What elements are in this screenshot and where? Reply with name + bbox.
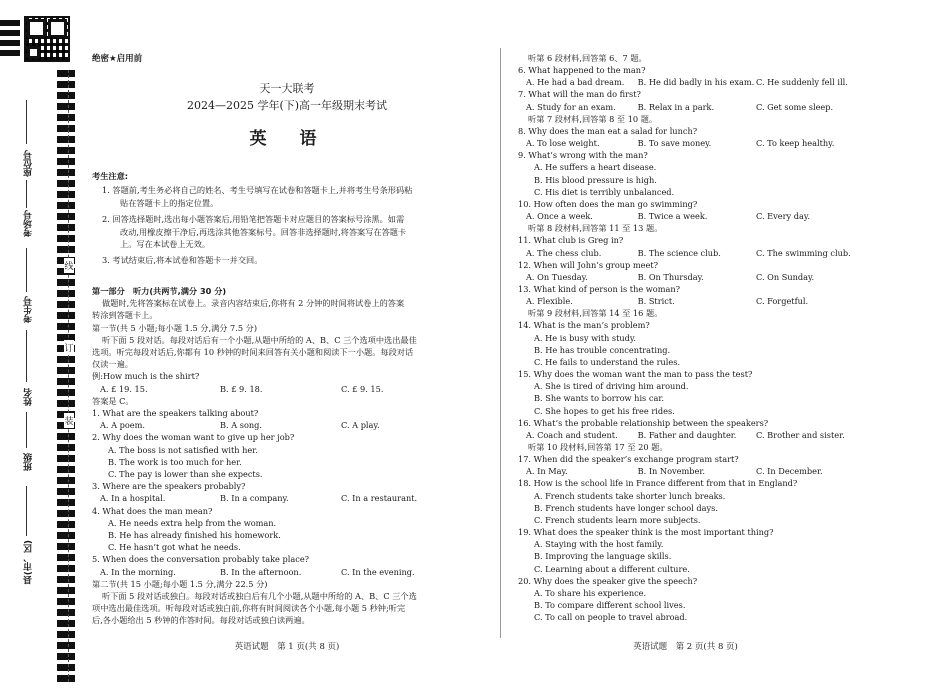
option: B. A song. bbox=[220, 420, 262, 431]
option: A. In the morning. bbox=[100, 566, 176, 577]
question-stem: 8. Why does the man eat a salad for lunch? bbox=[518, 125, 698, 136]
material-heading: 听第 7 段材料,回答第 8 至 10 题。 bbox=[528, 113, 658, 124]
example-answer: 答案是 C。 bbox=[92, 395, 134, 406]
part1-section bbox=[92, 285, 482, 627]
question-options bbox=[518, 271, 853, 283]
field-room-number: 考场号 bbox=[24, 210, 34, 237]
page-separator bbox=[500, 48, 501, 638]
option: A. £ 19. 15. bbox=[100, 383, 148, 394]
section1-desc: 仅读一遍。 bbox=[92, 359, 133, 370]
option: C. Brother and sister. bbox=[755, 429, 845, 440]
option: B. The work is too much for her. bbox=[108, 456, 242, 467]
question-options bbox=[92, 566, 482, 578]
secret-label: 绝密★启用前 bbox=[92, 54, 143, 64]
option: C. She hopes to get his free rides. bbox=[534, 405, 675, 416]
notice-heading: 考生注意: bbox=[92, 171, 129, 181]
question-stem: 12. When will John’s group meet? bbox=[518, 259, 658, 270]
option: A. The chess club. bbox=[526, 247, 602, 258]
question-options bbox=[518, 247, 853, 259]
question-stem: 3. Where are the speakers probably? bbox=[92, 481, 246, 492]
question-options bbox=[518, 101, 853, 113]
qr-code-icon bbox=[24, 16, 70, 62]
question-options bbox=[518, 137, 853, 149]
field-student-number: 考生号 bbox=[24, 296, 34, 323]
option: B. Strict. bbox=[637, 296, 675, 307]
option: B. To compare different school lives. bbox=[534, 600, 686, 611]
part1-intro: 做题时,先将答案标在试卷上。录音内容结束后,你将有 2 分钟的时间将试卷上的答案 bbox=[102, 298, 405, 309]
option: C. He suddenly fell ill. bbox=[755, 77, 848, 88]
question-stem: 20. Why does the speaker give the speech? bbox=[518, 575, 698, 586]
question-options bbox=[518, 465, 853, 477]
subject-title: 英 语 bbox=[249, 129, 325, 149]
question-options bbox=[92, 419, 482, 431]
option: A. Coach and student. bbox=[526, 429, 618, 440]
bind-char-line: 线 bbox=[64, 258, 74, 273]
question-stem: 11. What club is Greg in? bbox=[518, 235, 624, 246]
section1-desc: 选项。听完每段对话后,你都有 10 秒钟的时间来回答有关小题和阅读下一小题。每段对话 bbox=[92, 347, 414, 358]
right-page-questions bbox=[518, 52, 853, 623]
question-stem: 7. What will the man do first? bbox=[518, 89, 641, 100]
notice-item: 改动,用橡皮擦干净后,再选涂其他答案标号。回答非选择题时,将答案写在答题卡 bbox=[120, 226, 407, 237]
cut-line bbox=[68, 70, 69, 682]
option: A. He suffers a heart disease. bbox=[534, 162, 657, 173]
question-stem: 5. When does the conversation probably take place? bbox=[92, 554, 310, 565]
option: C. To keep healthy. bbox=[755, 138, 835, 149]
field-line-seat bbox=[26, 100, 27, 144]
option: B. Twice a week. bbox=[637, 211, 708, 222]
material-heading: 听第 8 段材料,回答第 11 至 13 题。 bbox=[528, 223, 663, 234]
section2-desc: 后,各小题给出 5 秒钟的作答时间。每段对话或独白读两遍。 bbox=[92, 615, 310, 626]
option: A. To share his experience. bbox=[534, 587, 647, 598]
option: B. In November. bbox=[637, 466, 705, 477]
question-list-left bbox=[92, 407, 482, 578]
option: B. He has already finished his homework. bbox=[108, 530, 281, 541]
option: A. On Tuesday. bbox=[526, 271, 588, 282]
option: A. He had a bad dream. bbox=[526, 77, 625, 88]
field-county: 县(市、区) bbox=[24, 540, 34, 585]
option: C. French students learn more subjects. bbox=[534, 514, 701, 525]
option: A. To lose weight. bbox=[526, 138, 600, 149]
section2-desc: 听下面 5 段对话或独白。每段对话或独白后有几个小题,从题中所给的 A、B、C 三个选 bbox=[102, 591, 417, 602]
option: A. Flexible. bbox=[526, 296, 573, 307]
question-options bbox=[518, 295, 853, 307]
option: A. He is busy with study. bbox=[534, 332, 637, 343]
example-question: 例:How much is the shirt? bbox=[92, 371, 200, 382]
question-options bbox=[518, 76, 853, 88]
option: B. In the afternoon. bbox=[220, 566, 302, 577]
example-options bbox=[92, 383, 482, 395]
option: C. The pay is lower than she expects. bbox=[108, 469, 263, 480]
option: C. He hasn’t got what he needs. bbox=[108, 542, 241, 553]
option: A. French students take shorter lunch breaks. bbox=[534, 490, 726, 501]
field-line-student bbox=[26, 248, 27, 292]
option: C. In the evening. bbox=[341, 566, 415, 577]
question-stem: 9. What’s wrong with the man? bbox=[518, 150, 648, 161]
option: B. To save money. bbox=[637, 138, 712, 149]
notice-item: 上。写在本试卷上无效。 bbox=[120, 239, 211, 250]
question-stem: 2. Why does the woman want to give up her job? bbox=[92, 432, 295, 443]
option: C. Learning about a different culture. bbox=[534, 563, 690, 574]
bind-char-order: 订 bbox=[64, 340, 74, 355]
notice-section bbox=[92, 170, 482, 267]
footer-page-2: 英语试题 第 2 页(共 8 页) bbox=[633, 642, 738, 652]
barcode-top-decoration bbox=[0, 20, 20, 60]
question-stem: 10. How often does the man go swimming? bbox=[518, 198, 698, 209]
notice-item: 3. 考试结束后,将本试卷和答题卡一并交回。 bbox=[102, 255, 263, 266]
option: B. His blood pressure is high. bbox=[534, 174, 657, 185]
option: C. His diet is terribly unbalanced. bbox=[534, 186, 675, 197]
question-stem: 1. What are the speakers talking about? bbox=[92, 408, 259, 419]
bind-char-bind: 装 bbox=[64, 413, 74, 428]
option: B. In a company. bbox=[220, 493, 289, 504]
option: A. She is tired of driving him around. bbox=[534, 381, 689, 392]
binding-strip bbox=[0, 0, 86, 688]
option: B. Improving the language skills. bbox=[534, 551, 672, 562]
option: A. Once a week. bbox=[526, 211, 593, 222]
option: A. He needs extra help from the woman. bbox=[108, 517, 277, 528]
notice-item: 1. 答题前,考生务必将自己的姓名、考生号填写在试卷和答题卡上,并将考生号条形码粘 bbox=[102, 185, 413, 196]
section2-heading: 第二节(共 15 小题;每小题 1.5 分,满分 22.5 分) bbox=[92, 578, 268, 589]
material-heading: 听第 6 段材料,回答第 6、7 题。 bbox=[528, 53, 647, 63]
question-stem: 6. What happened to the man? bbox=[518, 65, 646, 76]
question-stem: 13. What kind of person is the woman? bbox=[518, 283, 681, 294]
option: A. The boss is not satisfied with her. bbox=[108, 444, 258, 455]
part1-intro: 转涂到答题卡上。 bbox=[92, 310, 158, 321]
option: B. £ 9. 18. bbox=[220, 383, 263, 394]
question-stem: 18. How is the school life in France different from that in England? bbox=[518, 478, 798, 489]
option: C. In December. bbox=[755, 466, 823, 477]
field-class: 班级 bbox=[24, 453, 34, 471]
option: B. On Thursday. bbox=[637, 271, 704, 282]
question-stem: 14. What is the man’s problem? bbox=[518, 320, 650, 331]
question-stem: 15. Why does the woman want the man to pass the test? bbox=[518, 369, 753, 380]
option: B. Relax in a park. bbox=[637, 101, 715, 112]
notice-item: 贴在答题卡上的指定位置。 bbox=[120, 197, 219, 208]
option: C. £ 9. 15. bbox=[341, 383, 384, 394]
question-options bbox=[92, 492, 482, 504]
option: A. In a hospital. bbox=[100, 493, 166, 504]
notice-item: 2. 回答选择题时,选出每小题答案后,用铅笔把答题卡对应题目的答案标号涂黑。如需 bbox=[102, 214, 405, 225]
section1-desc: 听下面 5 段对话。每段对话后有一个小题,从题中所给的 A、B、C 三个选项中选出最佳 bbox=[102, 334, 417, 345]
option: A. A poem. bbox=[100, 420, 146, 431]
option: A. In May. bbox=[526, 466, 568, 477]
field-line-name bbox=[26, 330, 27, 382]
option: B. He has trouble concentrating. bbox=[534, 344, 671, 355]
option: C. He fails to understand the rules. bbox=[534, 356, 681, 367]
part1-heading: 第一部分 听力(共两节,满分 30 分) bbox=[92, 286, 227, 296]
option: B. He did badly in his exam. bbox=[637, 77, 755, 88]
option: C. In a restaurant. bbox=[341, 493, 418, 504]
field-line-class bbox=[26, 412, 27, 448]
field-name: 姓名 bbox=[24, 388, 34, 406]
option: C. The swimming club. bbox=[755, 247, 851, 258]
question-options bbox=[518, 429, 853, 441]
field-line-room bbox=[26, 180, 27, 208]
question-options bbox=[518, 210, 853, 222]
option: C. On Sunday. bbox=[755, 271, 815, 282]
option: B. French students have longer school days. bbox=[534, 502, 718, 513]
question-stem: 4. What does the man mean? bbox=[92, 505, 213, 516]
option: A. Study for an exam. bbox=[526, 101, 616, 112]
question-stem: 16. What’s the probable relationship between the speakers? bbox=[518, 417, 769, 428]
option: A. Staying with the host family. bbox=[534, 539, 664, 550]
question-stem: 17. When did the speaker’s exchange program start? bbox=[518, 454, 739, 465]
option: B. The science club. bbox=[637, 247, 721, 258]
option: B. Father and daughter. bbox=[637, 429, 737, 440]
option: B. She wants to borrow his car. bbox=[534, 393, 664, 404]
exam-union-title: 天一大联考 bbox=[259, 82, 315, 95]
option: C. Every day. bbox=[755, 211, 810, 222]
option: C. Get some sleep. bbox=[755, 101, 834, 112]
option: C. Forgetful. bbox=[755, 296, 809, 307]
barcode-bars-decoration bbox=[57, 70, 75, 682]
option: C. A play. bbox=[341, 420, 380, 431]
section2-desc: 项中选出最佳选项。听每段对话或独白前,你将有时间阅读各个小题,每小题 5 秒钟;听完 bbox=[92, 603, 406, 614]
field-line-county bbox=[26, 486, 27, 536]
option: C. To call on people to travel abroad. bbox=[534, 612, 688, 623]
section1-heading: 第一节(共 5 小题;每小题 1.5 分,满分 7.5 分) bbox=[92, 322, 258, 333]
question-stem: 19. What does the speaker think is the most important thing? bbox=[518, 527, 774, 538]
exam-year-title: 2024—2025 学年(下)高一年级期末考试 bbox=[186, 99, 388, 112]
material-heading: 听第 9 段材料,回答第 14 至 16 题。 bbox=[528, 308, 663, 319]
footer-page-1: 英语试题 第 1 页(共 8 页) bbox=[234, 642, 340, 652]
material-heading: 听第 10 段材料,回答第 17 至 20 题。 bbox=[528, 442, 668, 452]
field-seat-number: 座位号 bbox=[24, 150, 34, 177]
